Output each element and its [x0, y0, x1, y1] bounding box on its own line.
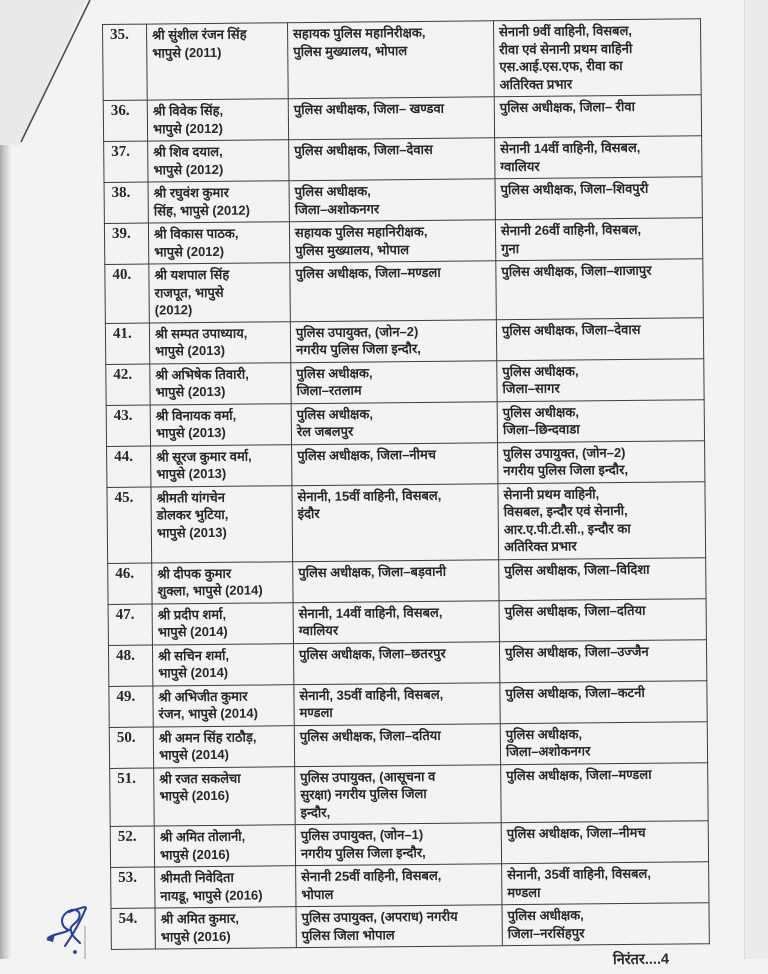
row-current-posting: पुलिस अधीक्षक, जिला–दतिया [294, 723, 500, 766]
row-serial-number: 47. [108, 604, 152, 645]
row-current-posting: पुलिस अधीक्षक, जिला– खण्डवा [288, 97, 494, 140]
row-current-posting: सहायक पुलिस महानिरीक्षक, पुलिस मुख्यालय, भोपाल [287, 21, 494, 99]
row-new-posting: पुलिस अधीक्षक, जिला–अशोकनगर [500, 721, 707, 764]
row-new-posting: पुलिस अधीक्षक, जिला–विदिशा [499, 557, 706, 600]
row-officer-name: श्री रजत सकलेचा भापुसे (2016) [154, 766, 296, 826]
row-current-posting: पुलिस अधीक्षक, जिला–रतलाम [291, 360, 497, 403]
row-officer-name: श्री अमन सिंह राठौड़, भापुसे (2014) [153, 725, 294, 767]
row-current-posting: पुलिस उपायुक्त, (जोन–2) नगरीय पुलिस जिला इन्दौर, [290, 319, 496, 362]
row-officer-name: श्री अभिषेक तिवारी, भापुसे (2013) [150, 362, 291, 404]
row-current-posting: सेनानी, 14वीं वाहिनी, विसबल, ग्वालियर [293, 600, 499, 643]
row-serial-number: 43. [106, 405, 150, 446]
row-officer-name: श्री सचिन शर्मा, भापुसे (2014) [152, 643, 293, 685]
row-serial-number: 51. [110, 768, 155, 827]
row-new-posting: पुलिस अधीक्षक, जिला–मण्डला [501, 762, 709, 822]
row-new-posting: पुलिस अधीक्षक, जिला–सागर [497, 358, 704, 401]
table-row [103, 19, 702, 101]
row-new-posting: सेनानी 9वीं वाहिनी, विसबल, रीवा एवं सेनानी प्रथम वाहिनी एस.आई.एस.एफ, रीवा का अतिरिक्त प्रभार [493, 19, 701, 97]
table-row [111, 903, 709, 950]
table-row [111, 862, 709, 909]
row-serial-number: 48. [108, 645, 152, 686]
row-serial-number: 38. [104, 182, 148, 223]
scan-right-background-band [744, 0, 768, 959]
table-row [104, 177, 702, 224]
row-new-posting: पुलिस अधीक्षक, जिला–देवास [496, 317, 703, 360]
row-new-posting: पुलिस अधीक्षक, जिला–उज्जैन [499, 639, 706, 682]
table-row [105, 317, 703, 364]
table-row [108, 557, 706, 604]
row-serial-number: 41. [105, 323, 149, 364]
table-row [106, 399, 704, 446]
signature-initials-icon [44, 898, 106, 958]
table-row [107, 440, 705, 487]
row-current-posting: पुलिस उपायुक्त, (अपराध) नगरीय पुलिस जिला भोपाल [296, 905, 502, 948]
row-serial-number: 37. [104, 141, 148, 182]
row-officer-name: श्री सम्पत उपाध्याय, भापुसे (2013) [149, 321, 290, 363]
row-officer-name: श्री यशपाल सिंह राजपूत, भापुसे (2012) [149, 263, 291, 323]
row-officer-name: श्री रघुवंश कुमार सिंह, भापुसे (2012) [148, 181, 289, 223]
officer-transfer-table [102, 18, 710, 950]
row-new-posting: पुलिस अधीक्षक, जिला– रीवा [494, 95, 701, 138]
row-serial-number: 42. [106, 364, 150, 405]
row-officer-name: श्री विनायक वर्मा, भापुसे (2013) [150, 403, 291, 445]
continuation-note: निरंतर....4 [612, 951, 670, 969]
row-officer-name: श्री विकास पाठक, भापुसे (2012) [148, 222, 289, 264]
row-serial-number: 35. [103, 24, 148, 100]
table-row [109, 680, 707, 727]
row-current-posting: सेनानी 25वीं वाहिनी, विसबल, भोपाल [296, 864, 502, 907]
row-officer-name: श्रीमती यांगचेन डोलकर भुटिया, भापुसे (2013) [151, 485, 293, 562]
row-current-posting: सेनानी, 15वीं वाहिनी, विसबल, इंदौर [292, 483, 499, 561]
table-row [110, 762, 709, 826]
row-current-posting: पुलिस अधीक्षक, जिला–मण्डला [290, 261, 497, 321]
row-serial-number: 53. [111, 867, 155, 908]
row-new-posting: सेनानी 14वीं वाहिनी, विसबल, ग्वालियर [495, 136, 702, 179]
table-row [104, 218, 702, 265]
table-row [108, 639, 706, 686]
row-new-posting: सेनानी, 35वीं वाहिनी, विसबल, मण्डला [502, 862, 709, 905]
row-new-posting: पुलिस अधीक्षक, जिला–शिवपुरी [495, 177, 702, 220]
table-row [110, 821, 708, 868]
table-row [109, 721, 707, 768]
table-row [107, 481, 706, 563]
row-serial-number: 45. [107, 487, 152, 563]
row-current-posting: पुलिस अधीक्षक, रेल जबलपुर [291, 401, 497, 444]
row-officer-name: श्री शिव दयाल, भापुसे (2012) [148, 140, 289, 182]
row-officer-name: श्री दीपक कुमार शुक्ला, भापुसे (2014) [152, 561, 293, 603]
row-new-posting: पुलिस अधीक्षक, जिला–दतिया [499, 598, 706, 641]
row-officer-name: श्री अमित तोलानी, भापुसे (2016) [154, 825, 295, 867]
row-serial-number: 46. [108, 563, 152, 604]
row-new-posting: पुलिस अधीक्षक, जिला–नरसिंहपुर [502, 903, 709, 946]
row-current-posting: पुलिस उपायुक्त, (आसूचना व सुरक्षा) नगरीय पुलिस जिला इन्दौर, [295, 764, 502, 824]
row-current-posting: पुलिस अधीक्षक, जिला–नीमच [292, 442, 498, 485]
row-serial-number: 44. [107, 446, 151, 487]
row-officer-name: श्री प्रदीप शर्मा, भापुसे (2014) [152, 602, 293, 644]
row-serial-number: 49. [109, 686, 153, 727]
row-officer-name: श्री अभिजीत कुमार रंजन, भापुसे (2014) [153, 684, 294, 726]
row-current-posting: पुलिस अधीक्षक, जिला–बड़वानी [293, 559, 499, 602]
row-current-posting: पुलिस अधीक्षक, जिला–अशोकनगर [289, 179, 495, 222]
row-new-posting: पुलिस अधीक्षक, जिला–कटनी [500, 680, 707, 723]
row-current-posting: सेनानी, 35वीं वाहिनी, विसबल, मण्डला [294, 682, 500, 725]
row-new-posting: पुलिस अधीक्षक, जिला–नीमच [501, 821, 708, 864]
row-serial-number: 40. [105, 264, 150, 323]
row-serial-number: 54. [111, 908, 155, 949]
row-officer-name: श्री सूरज कुमार वर्मा, भापुसे (2013) [151, 444, 292, 486]
row-current-posting: पुलिस अधीक्षक, जिला–देवास [289, 138, 495, 181]
row-serial-number: 50. [109, 727, 153, 768]
row-serial-number: 52. [110, 826, 154, 867]
row-new-posting: सेनानी प्रथम वाहिनी, विसबल, इन्दौर एवं सेनानी, आर.ए.पी.टी.सी., इन्दौर का अतिरिक्त प्रभार [498, 481, 706, 559]
row-serial-number: 36. [103, 100, 147, 141]
row-current-posting: पुलिस अधीक्षक, जिला–छतरपुर [293, 641, 499, 684]
table-row [106, 358, 704, 405]
officer-table-body [103, 19, 710, 950]
row-new-posting: सेनानी 26वीं वाहिनी, विसबल, गुना [495, 218, 702, 261]
table-row [108, 598, 706, 645]
row-new-posting: पुलिस अधीक्षक, जिला–छिन्दवाडा [497, 399, 704, 442]
row-officer-name: श्री अमित कुमार, भापुसे (2016) [155, 907, 296, 949]
scanned-sheet [102, 18, 709, 974]
row-officer-name: श्री सुंशील रंजन सिंह भापुसे (2011) [147, 23, 289, 100]
row-officer-name: श्रीमती निवेदिता नायडू, भापुसे (2016) [155, 866, 296, 908]
row-serial-number: 39. [104, 223, 148, 264]
row-new-posting: पुलिस उपायुक्त, (जोन–2) नगरीय पुलिस जिला इन्दौर, [498, 440, 705, 483]
row-new-posting: पुलिस अधीक्षक, जिला–शाजापुर [496, 259, 704, 319]
row-current-posting: सहायक पुलिस महानिरीक्षक, पुलिस मुख्यालय, भोपाल [289, 220, 495, 263]
table-row [105, 259, 704, 323]
table-row [104, 136, 702, 183]
row-current-posting: पुलिस उपायुक्त, (जोन–1) नगरीय पुलिस जिला इन्दौर, [295, 823, 501, 866]
table-row [103, 95, 701, 142]
row-officer-name: श्री विवेक सिंह, भापुसे (2012) [147, 99, 288, 141]
